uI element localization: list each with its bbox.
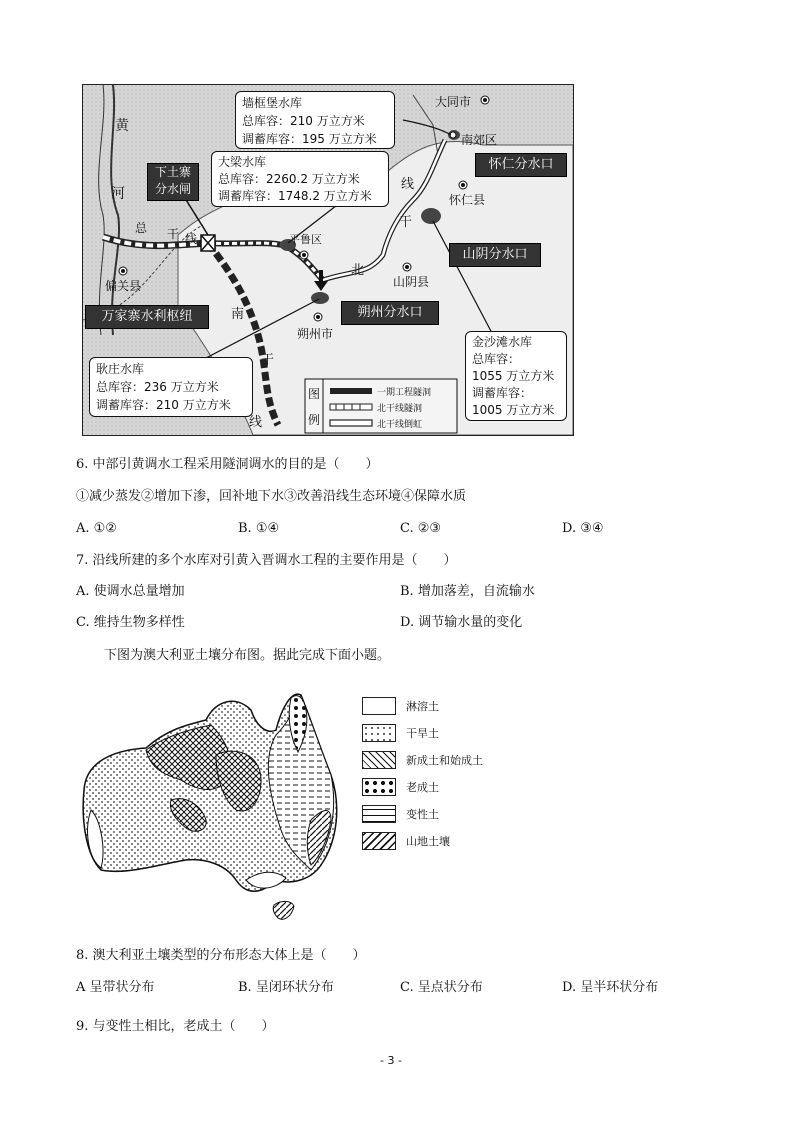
label-bei: 北 (351, 263, 365, 278)
label-xiatuzhai: 下土寨 (154, 165, 191, 179)
label-fenshuizha: 分水闸 (154, 182, 191, 196)
label-pinglu: 平鲁区 (289, 233, 322, 246)
swatch-leached-soil (362, 697, 396, 715)
reservoir-name: 大梁水库 (218, 155, 267, 169)
swatch-vertisol (362, 805, 396, 823)
page-number: - 3 - (380, 1054, 402, 1067)
question-7: 7. 沿线所建的多个水库对引黄入晋调水工程的主要作用是（ ） (76, 553, 457, 568)
legend-item-north-tunnel: 北干线隧洞 (377, 404, 423, 414)
label-huang: 黄 (115, 118, 129, 134)
q8-option-d[interactable]: D. 呈半环状分布 (562, 980, 659, 995)
reservoir-total: 总库容： (472, 352, 521, 366)
callout-jinshatan-reservoir (465, 331, 567, 421)
label-shanyin: 山阴县 (393, 275, 430, 289)
label-xian2: 线 (401, 177, 415, 192)
reservoir-regulate: 调蓄库容：1748.2 万立方米 (218, 189, 372, 203)
soil-legend-row (362, 800, 483, 827)
q7-option-d[interactable]: D. 调节输水量的变化 (400, 615, 523, 630)
q6-option-b[interactable]: B. ①④ (238, 521, 280, 536)
soil-legend-label: 老成土 (406, 780, 439, 794)
label-xian3: 线 (249, 415, 263, 430)
q6-option-d[interactable]: D. ③④ (562, 521, 604, 536)
soil-legend-label: 干旱土 (406, 726, 439, 740)
reservoir-regulate: 调蓄库容：195 万立方米 (242, 132, 377, 146)
label-wanjiazhai: 万家寨水利枢纽 (85, 305, 209, 329)
reservoir-total: 总库容：236 万立方米 (96, 380, 219, 394)
label-nan: 南 (231, 307, 245, 322)
label-pianguan: 偏关县 (105, 279, 142, 293)
label-gan3: 干 (261, 353, 275, 368)
swatch-old-soil (362, 778, 396, 796)
label-datong: 大同市 (435, 95, 472, 109)
q8-option-b[interactable]: B. 呈闭环状分布 (238, 980, 334, 995)
q6-option-c[interactable]: C. ②③ (400, 521, 442, 536)
reservoir-regulate-value: 1005 万立方米 (472, 403, 555, 417)
callout-daliang-reservoir (211, 151, 389, 207)
soil-legend-row (362, 827, 483, 854)
q7-option-c[interactable]: C. 维持生物多样性 (76, 615, 185, 630)
australia-soil-map (76, 680, 346, 930)
label-huairen: 怀仁县 (449, 193, 486, 207)
reservoir-regulate: 调蓄库容：210 万立方米 (96, 398, 231, 412)
question-9: 9. 与变性土相比，老成土（ ） (76, 1019, 275, 1034)
label-gan2: 干 (399, 215, 413, 230)
swatch-mountain-soil (362, 832, 396, 850)
legend-item-phase1-tunnel: 一期工程隧洞 (377, 388, 432, 398)
q6-option-a[interactable]: A. ①② (76, 521, 117, 536)
outlet-shuozhou: 朔州分水口 (341, 301, 439, 325)
label-zong: 总 (135, 221, 148, 235)
soil-legend (362, 692, 483, 854)
soil-legend-row (362, 719, 483, 746)
reservoir-name: 金沙滩水库 (472, 335, 533, 349)
swatch-arid-soil (362, 724, 396, 742)
legend-title-top: 图 (308, 387, 321, 401)
label-he: 河 (111, 186, 125, 202)
label-gan1: 干 (167, 227, 180, 241)
callout-gengzhuang-reservoir (89, 357, 253, 417)
soil-legend-row (362, 746, 483, 773)
intro-text: 下图为澳大利亚土壤分布图。据此完成下面小题。 (104, 648, 391, 663)
q8-option-c[interactable]: C. 呈点状分布 (400, 980, 483, 995)
soil-legend-row (362, 692, 483, 719)
soil-legend-label: 淋溶土 (406, 699, 439, 713)
reservoir-name: 墙框堡水库 (242, 96, 303, 110)
outlet-shanyin: 山阴分水口 (449, 243, 541, 267)
reservoir-total: 总库容：2260.2 万立方米 (218, 172, 360, 186)
outlet-huairen: 怀仁分水口 (475, 153, 567, 177)
label-xian1: 线 (185, 232, 198, 246)
reservoir-total-value: 1055 万立方米 (472, 369, 555, 383)
soil-legend-label: 变性土 (406, 807, 439, 821)
question-8: 8. 澳大利亚土壤类型的分布形态大体上是（ ） (76, 948, 366, 963)
q8-option-a[interactable]: A 呈带状分布 (76, 980, 155, 995)
callout-qiangkuangbao-reservoir (235, 91, 395, 149)
soil-legend-row (362, 773, 483, 800)
q7-option-b[interactable]: B. 增加落差，自流输水 (400, 584, 535, 599)
label-xiatuzhai-sluice (147, 163, 199, 201)
legend-item-north-siphon: 北干线倒虹 (377, 420, 423, 430)
water-diversion-map (82, 84, 574, 436)
label-shuozhou: 朔州市 (297, 327, 334, 341)
question-6: 6. 中部引黄调水工程采用隧洞调水的目的是（ ） (76, 457, 379, 472)
q7-option-a[interactable]: A. 使调水总量增加 (76, 584, 185, 599)
reservoir-regulate: 调蓄库容： (472, 386, 533, 400)
reservoir-total: 总库容：210 万立方米 (242, 114, 365, 128)
label-nanjiao: 南郊区 (461, 133, 498, 147)
question-6-statements: ①减少蒸发②增加下渗，回补地下水③改善沿线生态环境④保障水质 (76, 489, 467, 504)
swatch-new-soil (362, 751, 396, 769)
soil-legend-label: 新成土和始成土 (406, 753, 483, 767)
legend-title-bottom: 例 (308, 413, 321, 427)
reservoir-name: 耿庄水库 (96, 362, 145, 376)
soil-legend-label: 山地土壤 (406, 834, 450, 848)
